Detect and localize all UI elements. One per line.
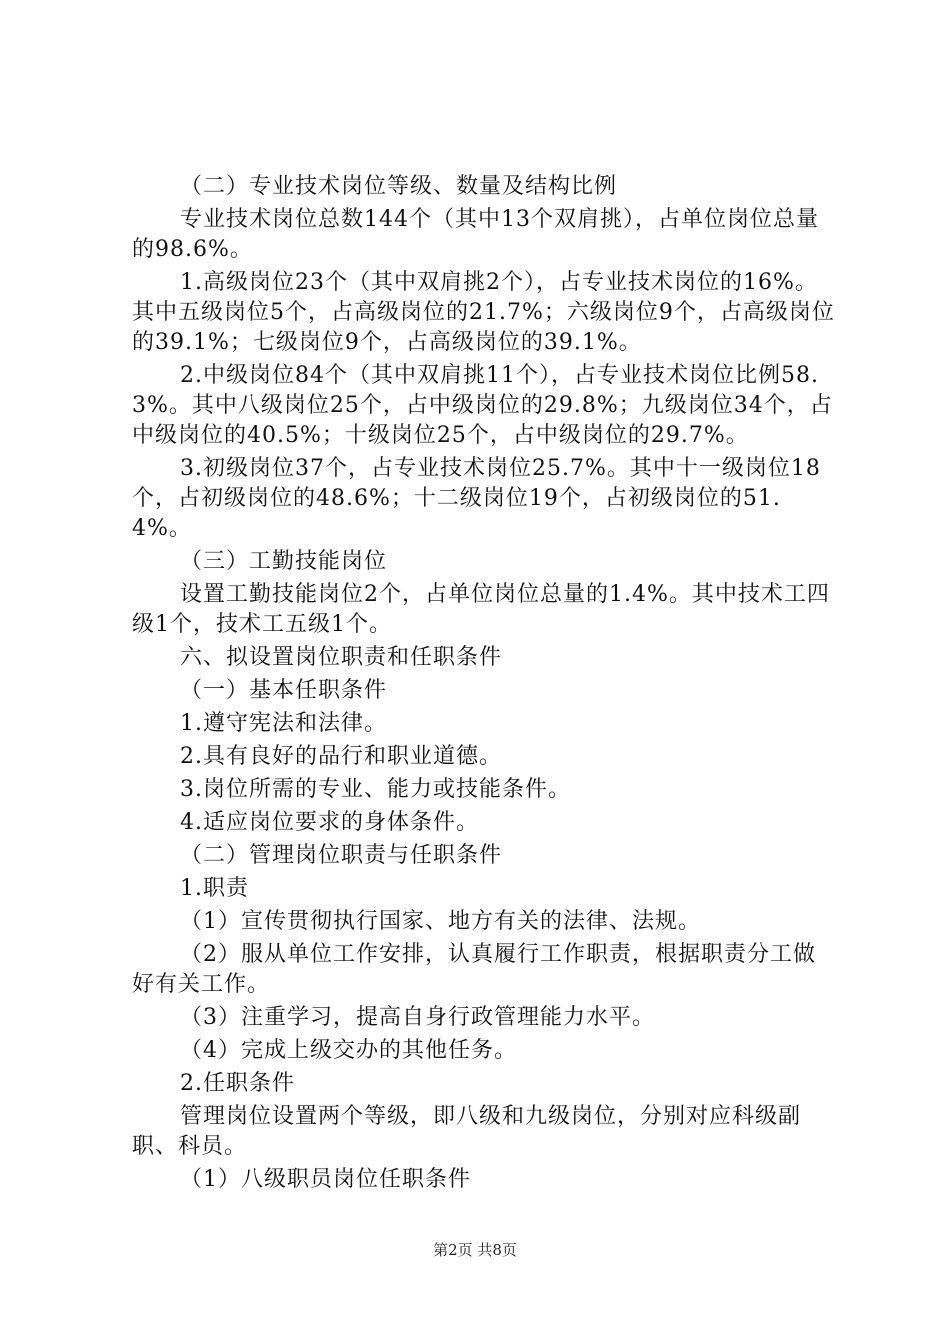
section-heading-management-posts: （二）管理岗位职责与任职条件 [180,843,503,868]
list-item-duty-1: （1）宣传贯彻执行国家、地方有关的法律、法规。 [180,909,701,934]
section-heading-basic-conditions: （一）基本任职条件 [180,678,388,703]
document-body [132,172,838,1198]
section-heading-professional-posts: （二）专业技术岗位等级、数量及结构比例 [180,174,618,199]
list-item-duty-2: （2）服从单位工作安排，认真履行工作职责，根据职责分工做好有关工作。 [132,942,816,997]
subheading-conditions: 2.任职条件 [180,1071,295,1096]
list-item-condition-3: 3.岗位所需的专业、能力或技能条件。 [180,777,571,802]
paragraph-junior-posts: 3.初级岗位37个，占专业技术岗位25.7%。其中十一级岗位18个，占初级岗位的48.6%；十二级岗位19个，占初级岗位的51.4%。 [132,456,821,541]
list-item-condition-1: 1.遵守宪法和法律。 [180,711,387,736]
section-heading-duties: 六、拟设置岗位职责和任职条件 [180,645,503,670]
paragraph-professional-total: 专业技术岗位总数144个（其中13个双肩挑），占单位岗位总量的98.6%。 [132,207,819,262]
list-item-duty-3: （3）注重学习，提高自身行政管理能力水平。 [180,1005,655,1030]
paragraph-skilled-posts: 设置工勤技能岗位2个，占单位岗位总量的1.4%。其中技术工四级1个，技术工五级1个。 [132,582,830,637]
paragraph-intermediate-posts: 2.中级岗位84个（其中双肩挑11个），占专业技术岗位比例58.3%。其中八级岗位25个，占中级岗位的29.8%；九级岗位34个，占中级岗位的40.5%；十级岗位25个，占中级岗位的29.7%。 [132,363,833,448]
paragraph-senior-posts: 1.高级岗位23个（其中双肩挑2个），占专业技术岗位的16%。其中五级岗位5个，占高级岗位的21.7%；六级岗位9个，占高级岗位的39.1%；七级岗位9个，占高级岗位的39.1%。 [132,270,835,355]
list-item-condition-2: 2.具有良好的品行和职业道德。 [180,744,502,769]
page-footer: 第2页 共8页 [433,1241,517,1259]
paragraph-management-levels: 管理岗位设置两个等级，即八级和九级岗位，分别对应科级副职、科员。 [132,1104,802,1159]
list-item-level-8-conditions: （1）八级职员岗位任职条件 [180,1167,471,1192]
section-heading-skilled-posts: （三）工勤技能岗位 [180,549,388,574]
list-item-condition-4: 4.适应岗位要求的身体条件。 [180,810,479,835]
list-item-duty-4: （4）完成上级交办的其他任务。 [180,1038,517,1063]
subheading-duties: 1.职责 [180,876,249,901]
